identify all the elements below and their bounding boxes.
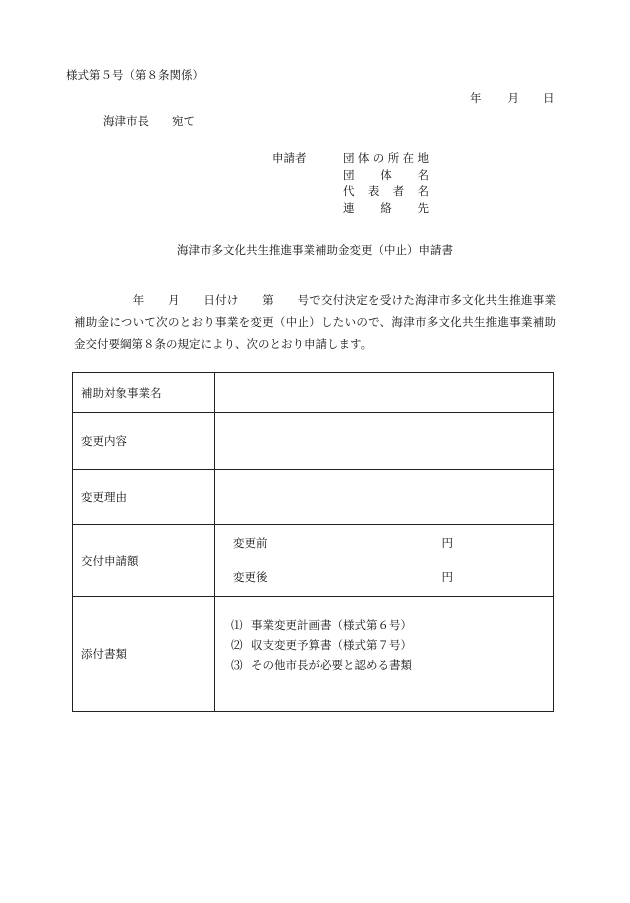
table-row — [73, 373, 554, 413]
amount-before-line — [233, 538, 453, 550]
date-day: 日 — [543, 91, 555, 105]
value-change-content[interactable] — [215, 413, 554, 470]
body-paragraph: 年 月 日付け 第 号で交付決定を受けた海津市多文化共生推進事業補助金について次のとおり事業を変更（中止）したいので、海津市多文化共生推進事業補助金交付要綱第８条の規定により、次のとおり申請します。 — [74, 293, 556, 351]
table-row — [73, 525, 554, 597]
yen-unit-before: 円 — [441, 536, 453, 550]
table-row — [73, 413, 554, 470]
application-table — [72, 372, 554, 712]
attachment-text: 収支変更予算書（様式第７号） — [251, 638, 412, 652]
attachment-number: ⑴ — [231, 618, 243, 632]
value-change-reason[interactable] — [215, 470, 554, 525]
attachment-item — [223, 615, 545, 635]
label-change-content: 変更内容 — [73, 413, 215, 470]
date-month: 月 — [507, 91, 519, 105]
applicant-fields — [343, 153, 429, 219]
attachment-text: 事業変更計画書（様式第６号） — [251, 618, 412, 632]
attachment-item — [223, 635, 545, 655]
document-title: 海津市多文化共生推進事業補助金変更（中止）申請書 — [177, 243, 453, 257]
applicant-field-representative: 代表者名 — [343, 184, 429, 198]
label-attachments: 添付書類 — [73, 597, 215, 712]
form-number: 様式第５号（第８条関係） — [66, 68, 204, 82]
value-attachments — [215, 597, 554, 712]
label-application-amount: 交付申請額 — [73, 525, 215, 597]
date-year: 年 — [470, 91, 482, 105]
label-change-reason: 変更理由 — [73, 470, 215, 525]
applicant-label: 申請者 — [272, 151, 307, 165]
attachment-item — [223, 655, 545, 675]
yen-unit-after: 円 — [441, 569, 453, 584]
applicant-field-address: 団体の所在地 — [343, 151, 429, 165]
applicant-field-contact: 連絡先 — [343, 200, 429, 215]
attachment-text: その他市長が必要と認める書類 — [251, 658, 412, 672]
amount-after-line — [233, 569, 453, 584]
table-row — [73, 597, 554, 712]
attachment-number: ⑶ — [231, 658, 243, 672]
amount-after-label: 変更後 — [233, 569, 268, 584]
applicant-field-organization: 団体名 — [343, 167, 429, 182]
value-project-name[interactable] — [215, 373, 554, 413]
label-project-name: 補助対象事業名 — [73, 373, 215, 413]
value-application-amount[interactable] — [215, 525, 554, 597]
date-line — [470, 93, 555, 105]
table-row — [73, 470, 554, 525]
attachment-number: ⑵ — [231, 638, 243, 652]
addressee: 海津市長 宛て — [103, 114, 195, 128]
amount-before-label: 変更前 — [233, 536, 268, 550]
